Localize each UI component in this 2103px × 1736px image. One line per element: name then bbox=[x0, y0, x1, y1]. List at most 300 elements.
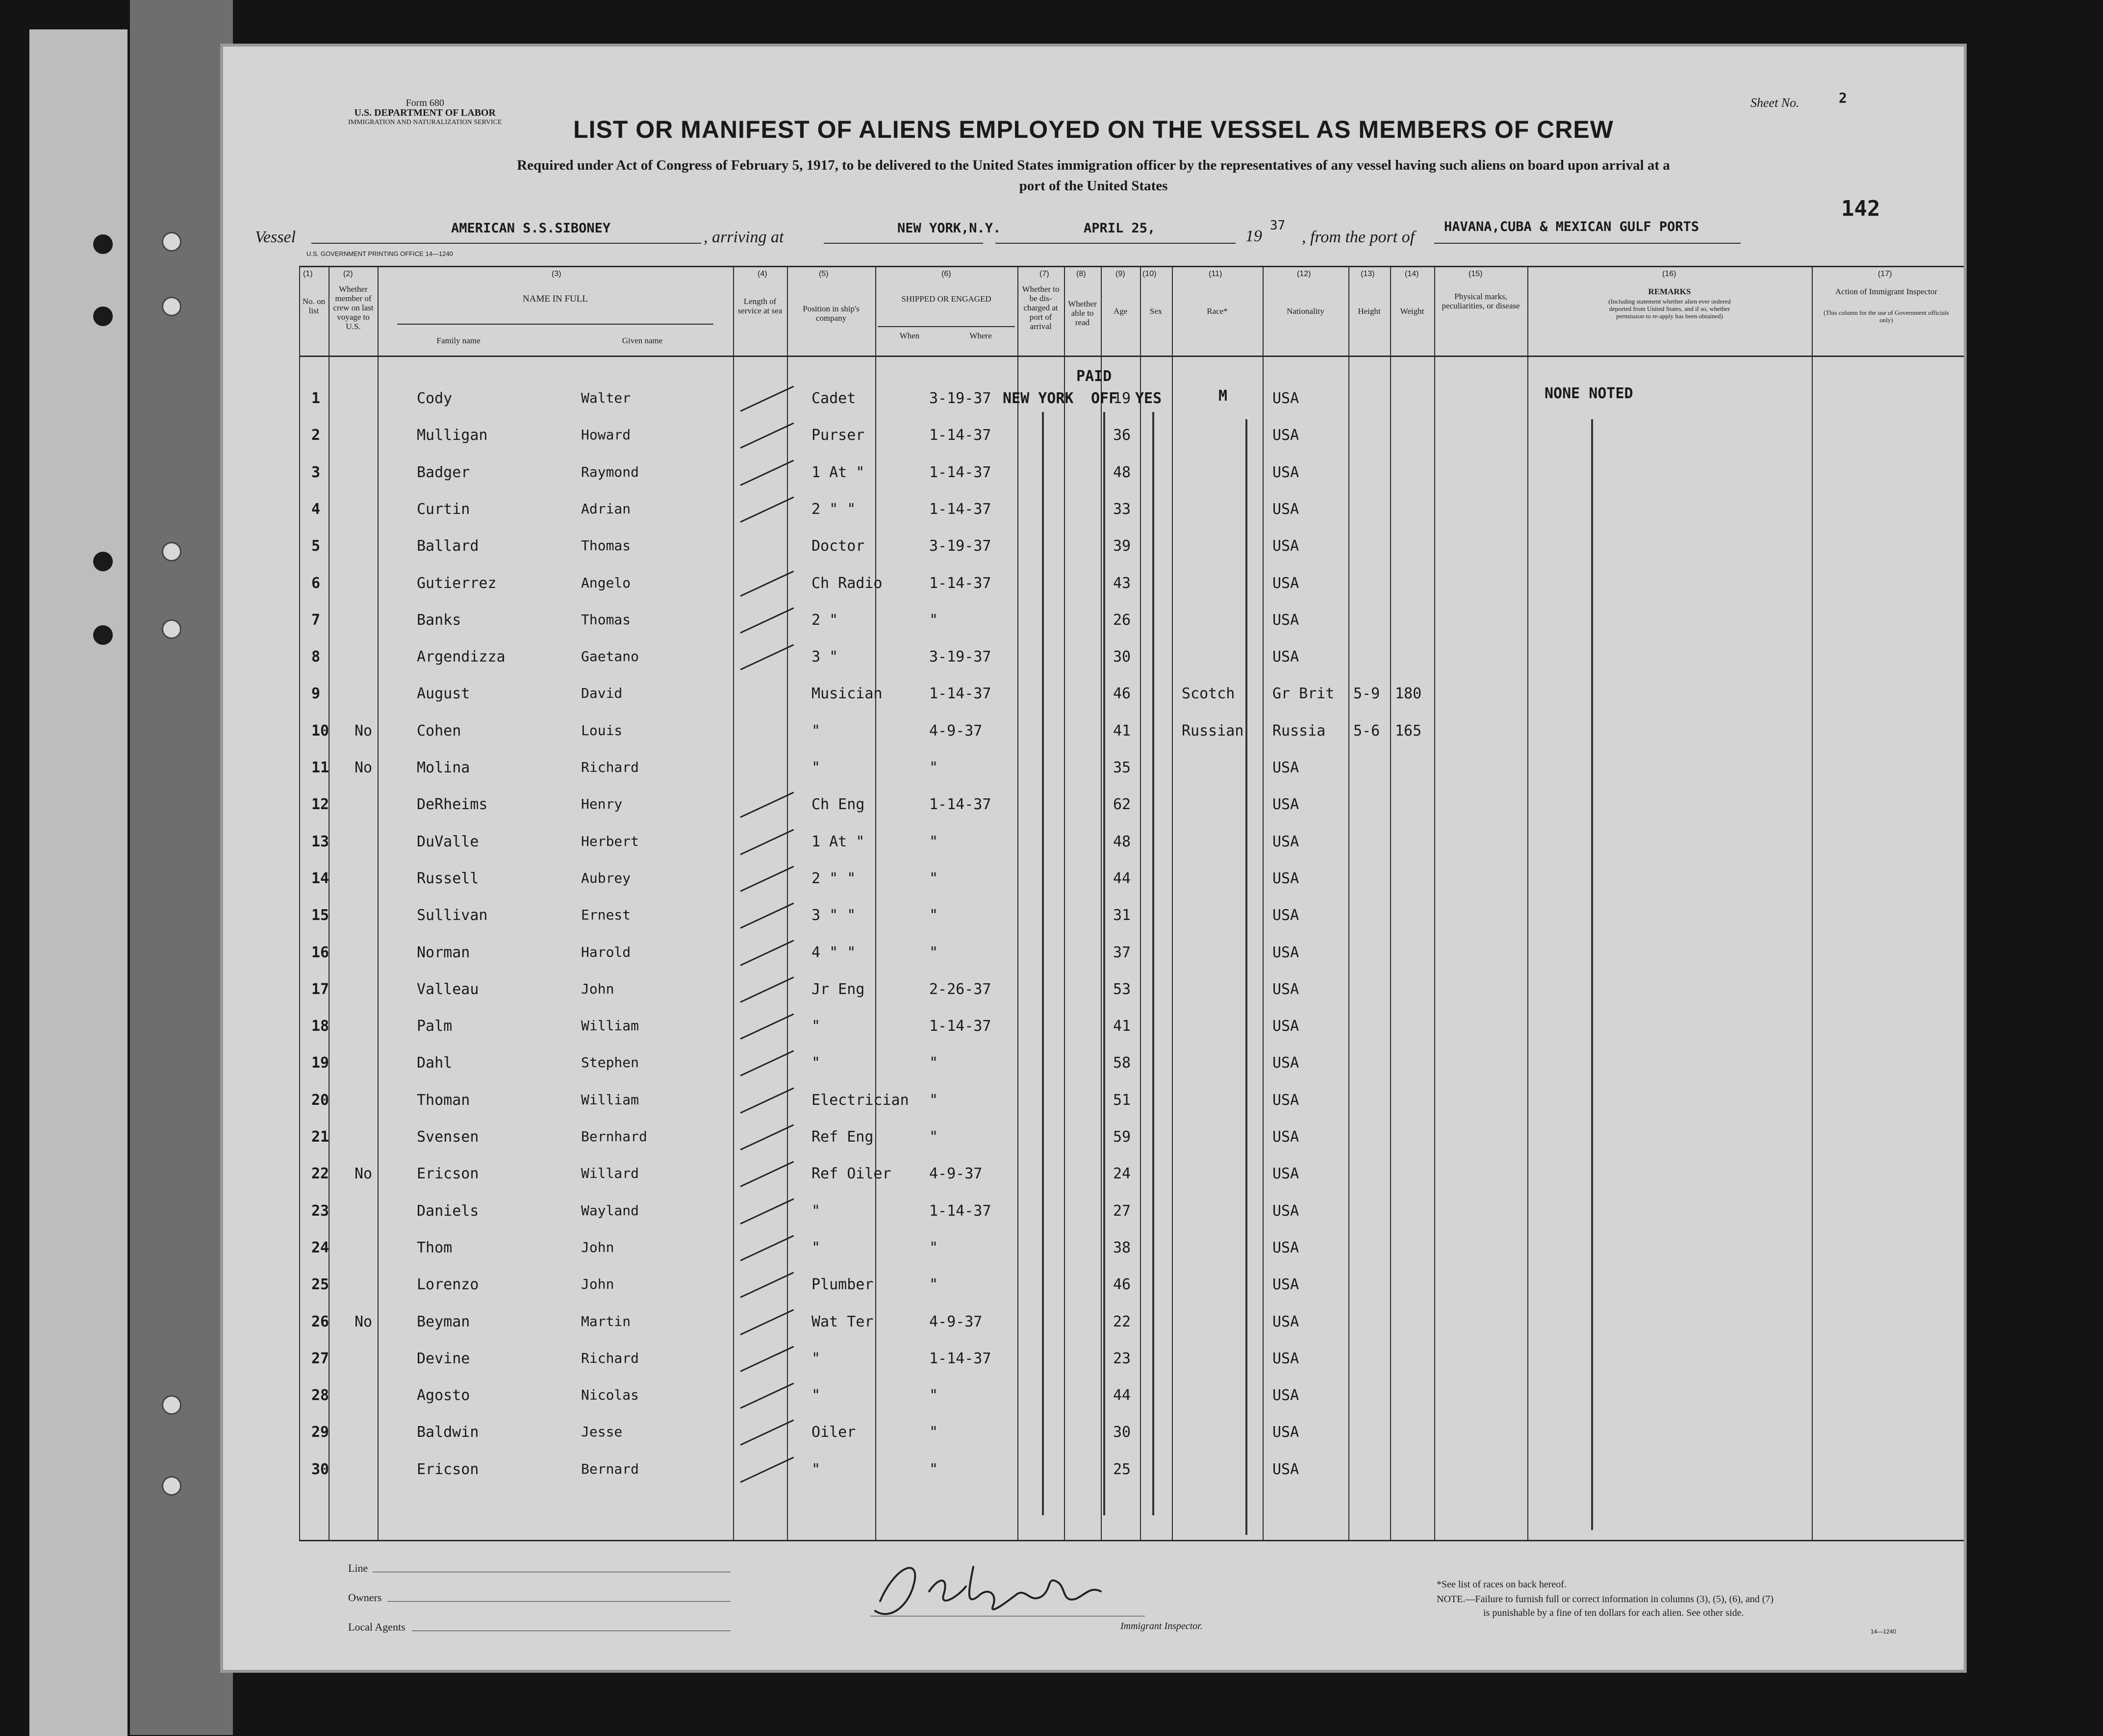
nationality: USA bbox=[1272, 980, 1299, 998]
family-name: Curtin bbox=[417, 500, 470, 518]
weight: 180 bbox=[1395, 685, 1422, 703]
position: Musician bbox=[811, 685, 883, 703]
nationality: USA bbox=[1272, 1091, 1299, 1109]
member-last-voyage: No bbox=[355, 1165, 373, 1183]
fine-note: is punishable by a fine of ten dollars for each alien. See other side. bbox=[1483, 1608, 1744, 1618]
row-number: 17 bbox=[311, 980, 329, 998]
position: Wat Ter bbox=[811, 1313, 874, 1330]
nationality: USA bbox=[1272, 648, 1299, 666]
service-check-mark bbox=[740, 460, 794, 485]
family-name: Banks bbox=[417, 611, 461, 629]
nationality: USA bbox=[1272, 537, 1299, 555]
age: 48 bbox=[1113, 463, 1131, 481]
header-nationality: Nationality bbox=[1287, 306, 1324, 316]
punch-hole bbox=[93, 625, 113, 645]
service-check-mark bbox=[740, 1420, 794, 1446]
family-name: Badger bbox=[417, 463, 470, 481]
shipped-when: " bbox=[929, 944, 938, 961]
row-number: 23 bbox=[311, 1202, 329, 1220]
row-number: 9 bbox=[311, 685, 321, 703]
height: 5-9 bbox=[1353, 685, 1380, 703]
subtitle-line1: Required under Act of Congress of February 5, 1917, to be delivered to the United States immigration officer by the representatives of any vessel having such aliens on board upon arrival at a bbox=[517, 157, 1670, 173]
family-name: Russell bbox=[417, 869, 479, 887]
position: " bbox=[811, 1387, 821, 1404]
family-name: Thoman bbox=[417, 1091, 470, 1109]
family-name: Argendizza bbox=[417, 648, 506, 666]
nationality: USA bbox=[1272, 1239, 1299, 1256]
nationality: USA bbox=[1272, 796, 1299, 814]
row-number: 19 bbox=[311, 1054, 329, 1072]
row-number: 4 bbox=[311, 500, 321, 518]
row-number: 24 bbox=[311, 1239, 329, 1256]
position: " bbox=[811, 1054, 821, 1072]
given-name: Howard bbox=[581, 427, 631, 443]
col-num: (10) bbox=[1142, 270, 1157, 278]
given-name: Thomas bbox=[581, 611, 631, 628]
from-label: , from the port of bbox=[1302, 228, 1415, 246]
row1-where: NEW YORK bbox=[1003, 390, 1074, 407]
row-number: 15 bbox=[311, 907, 329, 924]
race: Russian bbox=[1182, 722, 1244, 740]
service-check-mark bbox=[740, 1235, 794, 1261]
races-note: *See list of races on back hereof. bbox=[1437, 1579, 1567, 1590]
shipped-when: 1-14-37 bbox=[929, 685, 991, 703]
family-name: Molina bbox=[417, 759, 470, 776]
row-number: 16 bbox=[311, 944, 329, 961]
ditto-line bbox=[1103, 412, 1105, 1515]
position: Ch Radio bbox=[811, 574, 883, 592]
shipped-when: 4-9-37 bbox=[929, 1165, 983, 1183]
nationality: USA bbox=[1272, 611, 1299, 629]
nationality: USA bbox=[1272, 869, 1299, 887]
row-number: 2 bbox=[311, 427, 321, 444]
given-name: Walter bbox=[581, 390, 631, 406]
row-number: 7 bbox=[311, 611, 321, 629]
arrival-port: NEW YORK,N.Y. bbox=[897, 221, 1001, 236]
nationality: USA bbox=[1272, 574, 1299, 592]
position: 4 " " bbox=[811, 944, 856, 961]
family-name: Ericson bbox=[417, 1460, 479, 1478]
nationality: USA bbox=[1272, 390, 1299, 407]
row-number: 20 bbox=[311, 1091, 329, 1109]
given-name: Nicolas bbox=[581, 1387, 639, 1404]
nationality: USA bbox=[1272, 1276, 1299, 1294]
family-name: Sullivan bbox=[417, 907, 488, 924]
shipped-when: 1-14-37 bbox=[929, 796, 991, 814]
age: 31 bbox=[1113, 907, 1131, 924]
position: Ref Eng bbox=[811, 1128, 874, 1146]
service-check-mark bbox=[740, 866, 794, 892]
col-num: (16) bbox=[1662, 270, 1676, 278]
shipped-when: 3-19-37 bbox=[929, 390, 991, 407]
header-weight: Weight bbox=[1400, 306, 1424, 316]
age: 38 bbox=[1113, 1239, 1131, 1256]
shipped-when: 2-26-37 bbox=[929, 980, 991, 998]
row-number: 10 bbox=[311, 722, 329, 740]
given-name: Raymond bbox=[581, 463, 639, 480]
service-name: IMMIGRATION AND NATURALIZATION SERVICE bbox=[348, 119, 502, 126]
shipped-when: " bbox=[929, 1128, 938, 1146]
binder-shadow bbox=[130, 0, 233, 1735]
position: Purser bbox=[811, 427, 865, 444]
col-num: (2) bbox=[343, 270, 353, 278]
shipped-when: " bbox=[929, 833, 938, 850]
header-no-on-list: No. on list bbox=[302, 297, 326, 315]
agents-label: Local Agents bbox=[348, 1621, 405, 1633]
position: 3 " " bbox=[811, 907, 856, 924]
family-name: Devine bbox=[417, 1350, 470, 1367]
service-check-mark bbox=[740, 1161, 794, 1187]
service-check-mark bbox=[740, 1456, 794, 1482]
ditto-line bbox=[1245, 419, 1247, 1535]
line-label: Line bbox=[348, 1562, 368, 1574]
nationality: USA bbox=[1272, 1313, 1299, 1330]
arriving-label: , arriving at bbox=[704, 228, 784, 246]
col-num: (4) bbox=[758, 270, 767, 278]
given-name: Angelo bbox=[581, 574, 631, 591]
binder-strip bbox=[29, 29, 127, 1736]
service-check-mark bbox=[740, 940, 794, 966]
age: 19 bbox=[1113, 390, 1131, 407]
service-check-mark bbox=[740, 1124, 794, 1150]
position: Ch Eng bbox=[811, 796, 865, 814]
position: " bbox=[811, 759, 821, 776]
row1-remarks: NONE NOTED bbox=[1545, 385, 1633, 402]
given-name: Wayland bbox=[581, 1202, 639, 1219]
position: " bbox=[811, 1239, 821, 1256]
family-name: Agosto bbox=[417, 1387, 470, 1404]
position: Electrician bbox=[811, 1091, 909, 1109]
shipped-when: 1-14-37 bbox=[929, 1350, 991, 1367]
punch-hole bbox=[93, 306, 113, 326]
header-height: Height bbox=[1358, 306, 1381, 316]
family-name: Svensen bbox=[417, 1128, 479, 1146]
family-name: Baldwin bbox=[417, 1424, 479, 1441]
sheet-label: Sheet No. bbox=[1750, 96, 1799, 110]
position: 2 " bbox=[811, 611, 838, 629]
nationality: USA bbox=[1272, 1128, 1299, 1146]
family-name: Norman bbox=[417, 944, 470, 961]
manifest-sheet bbox=[223, 47, 1964, 1670]
age: 30 bbox=[1113, 648, 1131, 666]
col-num: (8) bbox=[1076, 270, 1086, 278]
family-name: Daniels bbox=[417, 1202, 479, 1220]
given-name: William bbox=[581, 1091, 639, 1108]
family-name: Ericson bbox=[417, 1165, 479, 1183]
header-family-name: Family name bbox=[436, 336, 481, 345]
service-check-mark bbox=[740, 1272, 794, 1298]
row-number: 30 bbox=[311, 1460, 329, 1478]
service-check-mark bbox=[740, 1087, 794, 1113]
service-check-mark bbox=[740, 385, 794, 411]
row-number: 22 bbox=[311, 1165, 329, 1183]
age: 39 bbox=[1113, 537, 1131, 555]
given-name: Bernard bbox=[581, 1460, 639, 1477]
form-code: 14—1240 bbox=[1871, 1628, 1897, 1635]
race: Scotch bbox=[1182, 685, 1235, 703]
sheet-number: 2 bbox=[1839, 90, 1847, 106]
nationality: USA bbox=[1272, 1424, 1299, 1441]
age: 36 bbox=[1113, 427, 1131, 444]
row-number: 14 bbox=[311, 869, 329, 887]
service-check-mark bbox=[740, 1383, 794, 1409]
shipped-when: " bbox=[929, 1387, 938, 1404]
vessel-label: Vessel bbox=[255, 228, 296, 246]
weight: 165 bbox=[1395, 722, 1422, 740]
row-number: 27 bbox=[311, 1350, 329, 1367]
ditto-line bbox=[1042, 412, 1044, 1515]
age: 46 bbox=[1113, 1276, 1131, 1294]
family-name: DuValle bbox=[417, 833, 479, 850]
column-numbers bbox=[299, 270, 1964, 280]
page-title: LIST OR MANIFEST OF ALIENS EMPLOYED ON THE VESSEL AS MEMBERS OF CREW bbox=[573, 116, 1614, 143]
header-name-in-full: NAME IN FULL bbox=[523, 294, 588, 304]
position: Ref Oiler bbox=[811, 1165, 891, 1183]
shipped-when: 1-14-37 bbox=[929, 1018, 991, 1035]
row-number: 28 bbox=[311, 1387, 329, 1404]
shipped-when: 4-9-37 bbox=[929, 722, 983, 740]
position: " bbox=[811, 1350, 821, 1367]
shipped-when: " bbox=[929, 1054, 938, 1072]
member-last-voyage: No bbox=[355, 722, 373, 740]
nationality: USA bbox=[1272, 463, 1299, 481]
row-number: 1 bbox=[311, 390, 321, 407]
position: Doctor bbox=[811, 537, 865, 555]
age: 46 bbox=[1113, 685, 1131, 703]
given-name: Louis bbox=[581, 722, 623, 739]
header-remarks-sub: (Including statement whether alien ever ordered deported from United States, and if so, whether permission to re-apply has been obtained) bbox=[1608, 298, 1731, 320]
position: Plumber bbox=[811, 1276, 874, 1294]
subtitle-line2: port of the United States bbox=[1019, 178, 1168, 194]
shipped-when: 1-14-37 bbox=[929, 427, 991, 444]
position: Oiler bbox=[811, 1424, 856, 1441]
year-suffix: 37 bbox=[1270, 218, 1286, 233]
position: 1 At " bbox=[811, 833, 865, 850]
family-name: Mulligan bbox=[417, 427, 488, 444]
row-number: 29 bbox=[311, 1424, 329, 1441]
service-check-mark bbox=[740, 423, 794, 449]
age: 37 bbox=[1113, 944, 1131, 961]
header-member-last-voyage: Whether member of crew on last voyage to U.S. bbox=[333, 284, 374, 331]
age: 41 bbox=[1113, 1018, 1131, 1035]
shipped-when: " bbox=[929, 907, 938, 924]
header-where: Where bbox=[969, 331, 992, 340]
given-name: Harold bbox=[581, 944, 631, 960]
row1-able-read: YES bbox=[1135, 390, 1162, 407]
family-name: Dahl bbox=[417, 1054, 453, 1072]
col-num: (3) bbox=[552, 270, 561, 278]
row-number: 21 bbox=[311, 1128, 329, 1146]
given-name: Stephen bbox=[581, 1054, 639, 1071]
height: 5-6 bbox=[1353, 722, 1380, 740]
header-shipped: SHIPPED OR ENGAGED bbox=[901, 294, 991, 304]
page-number: 142 bbox=[1841, 196, 1880, 221]
shipped-when: " bbox=[929, 869, 938, 887]
service-check-mark bbox=[740, 829, 794, 855]
age: 23 bbox=[1113, 1350, 1131, 1367]
position: 2 " " bbox=[811, 500, 856, 518]
member-last-voyage: No bbox=[355, 759, 373, 776]
row-number: 13 bbox=[311, 833, 329, 850]
age: 33 bbox=[1113, 500, 1131, 518]
header-action: Action of Immigrant Inspector bbox=[1835, 287, 1938, 296]
paid-stamp: PAID bbox=[1076, 368, 1112, 385]
form-number: Form 680 bbox=[405, 98, 444, 108]
nationality: USA bbox=[1272, 1350, 1299, 1367]
family-name: DeRheims bbox=[417, 796, 488, 814]
family-name: Gutierrez bbox=[417, 574, 497, 592]
punch-hole bbox=[162, 297, 181, 316]
age: 44 bbox=[1113, 869, 1131, 887]
nationality: USA bbox=[1272, 500, 1299, 518]
age: 22 bbox=[1113, 1313, 1131, 1330]
header-discharged: Whether to be dis-charged at port of arrival bbox=[1022, 284, 1060, 331]
nationality: USA bbox=[1272, 1054, 1299, 1072]
nationality: USA bbox=[1272, 833, 1299, 850]
age: 25 bbox=[1113, 1460, 1131, 1478]
header-remarks: REMARKS bbox=[1648, 287, 1691, 296]
given-name: Thomas bbox=[581, 537, 631, 554]
family-name: Beyman bbox=[417, 1313, 470, 1330]
row-number: 5 bbox=[311, 537, 321, 555]
header-length-service: Length of service at sea bbox=[737, 297, 783, 315]
col-num: (5) bbox=[819, 270, 829, 278]
shipped-when: 3-19-37 bbox=[929, 648, 991, 666]
age: 51 bbox=[1113, 1091, 1131, 1109]
punch-hole bbox=[93, 552, 113, 571]
punch-hole bbox=[162, 542, 181, 562]
family-name: Cody bbox=[417, 390, 453, 407]
service-check-mark bbox=[740, 1309, 794, 1335]
given-name: John bbox=[581, 1276, 614, 1293]
given-name: John bbox=[581, 1239, 614, 1255]
position: Cadet bbox=[811, 390, 856, 407]
member-last-voyage: No bbox=[355, 1313, 373, 1330]
given-name: Richard bbox=[581, 759, 639, 775]
row-number: 3 bbox=[311, 463, 321, 481]
age: 59 bbox=[1113, 1128, 1131, 1146]
col-num: (1) bbox=[303, 270, 313, 278]
nationality: USA bbox=[1272, 1460, 1299, 1478]
given-name: John bbox=[581, 980, 614, 997]
row1-sex: M bbox=[1218, 387, 1228, 405]
shipped-when: 4-9-37 bbox=[929, 1313, 983, 1330]
service-check-mark bbox=[740, 1050, 794, 1076]
arrival-date: APRIL 25, bbox=[1084, 221, 1156, 236]
header-age: Age bbox=[1113, 306, 1128, 316]
given-name: Ernest bbox=[581, 907, 631, 923]
punch-hole bbox=[162, 619, 181, 639]
given-name: Willard bbox=[581, 1165, 639, 1182]
col-num: (9) bbox=[1115, 270, 1125, 278]
department-name: U.S. DEPARTMENT OF LABOR bbox=[354, 107, 496, 118]
header-when: When bbox=[899, 331, 920, 340]
service-check-mark bbox=[740, 976, 794, 1002]
age: 53 bbox=[1113, 980, 1131, 998]
nationality: Russia bbox=[1272, 722, 1326, 740]
shipped-when: " bbox=[929, 1460, 938, 1478]
shipped-when: 3-19-37 bbox=[929, 537, 991, 555]
age: 41 bbox=[1113, 722, 1131, 740]
service-check-mark bbox=[740, 1346, 794, 1372]
row-number: 11 bbox=[311, 759, 329, 776]
header-sex: Sex bbox=[1149, 306, 1163, 316]
col-num: (14) bbox=[1405, 270, 1419, 278]
row-number: 18 bbox=[311, 1018, 329, 1035]
nationality: USA bbox=[1272, 1018, 1299, 1035]
service-check-mark bbox=[740, 1198, 794, 1224]
family-name: Cohen bbox=[417, 722, 461, 740]
shipped-when: 1-14-37 bbox=[929, 500, 991, 518]
nationality: USA bbox=[1272, 427, 1299, 444]
service-check-mark bbox=[740, 496, 794, 522]
departure-port: HAVANA,CUBA & MEXICAN GULF PORTS bbox=[1444, 219, 1699, 234]
position: " bbox=[811, 1460, 821, 1478]
given-name: Jesse bbox=[581, 1424, 623, 1440]
header-able-read: Whether able to read bbox=[1068, 299, 1097, 327]
family-name: Thom bbox=[417, 1239, 453, 1256]
given-name: William bbox=[581, 1018, 639, 1034]
shipped-when: " bbox=[929, 1424, 938, 1441]
row-number: 26 bbox=[311, 1313, 329, 1330]
age: 26 bbox=[1113, 611, 1131, 629]
ditto-line bbox=[1591, 419, 1593, 1530]
punch-hole bbox=[162, 1476, 181, 1496]
shipped-when: " bbox=[929, 1239, 938, 1256]
family-name: Palm bbox=[417, 1018, 453, 1035]
family-name: Ballard bbox=[417, 537, 479, 555]
col-num: (15) bbox=[1469, 270, 1483, 278]
service-check-mark bbox=[740, 903, 794, 929]
shipped-when: " bbox=[929, 1091, 938, 1109]
failure-note: NOTE.—Failure to furnish full or correct information in columns (3), (5), (6), and (7) bbox=[1437, 1594, 1774, 1605]
given-name: Martin bbox=[581, 1313, 631, 1329]
punch-hole bbox=[93, 234, 113, 254]
printing-office: U.S. GOVERNMENT PRINTING OFFICE 14—1240 bbox=[306, 250, 453, 257]
col-num: (12) bbox=[1297, 270, 1311, 278]
service-check-mark bbox=[740, 792, 794, 818]
vessel-name: AMERICAN S.S.SIBONEY bbox=[451, 221, 611, 236]
position: 2 " " bbox=[811, 869, 856, 887]
given-name: Aubrey bbox=[581, 869, 631, 886]
age: 27 bbox=[1113, 1202, 1131, 1220]
service-check-mark bbox=[740, 607, 794, 633]
service-check-mark bbox=[740, 644, 794, 670]
age: 43 bbox=[1113, 574, 1131, 592]
position: " bbox=[811, 1202, 821, 1220]
family-name: Valleau bbox=[417, 980, 479, 998]
age: 62 bbox=[1113, 796, 1131, 814]
shipped-when: " bbox=[929, 611, 938, 629]
row-number: 8 bbox=[311, 648, 321, 666]
shipped-when: " bbox=[929, 759, 938, 776]
age: 44 bbox=[1113, 1387, 1131, 1404]
given-name: Herbert bbox=[581, 833, 639, 849]
nationality: Gr Brit bbox=[1272, 685, 1335, 703]
row1-discharged: OFF bbox=[1091, 390, 1118, 407]
shipped-when: 1-14-37 bbox=[929, 574, 991, 592]
position: Jr Eng bbox=[811, 980, 865, 998]
header-action-sub: (This column for the use of Government officials only) bbox=[1824, 309, 1949, 324]
given-name: Adrian bbox=[581, 500, 631, 517]
row-number: 6 bbox=[311, 574, 321, 592]
punch-hole bbox=[162, 232, 181, 252]
age: 48 bbox=[1113, 833, 1131, 850]
header-race: Race* bbox=[1207, 306, 1228, 316]
position: " bbox=[811, 722, 821, 740]
row-number: 12 bbox=[311, 796, 329, 814]
service-check-mark bbox=[740, 1014, 794, 1040]
